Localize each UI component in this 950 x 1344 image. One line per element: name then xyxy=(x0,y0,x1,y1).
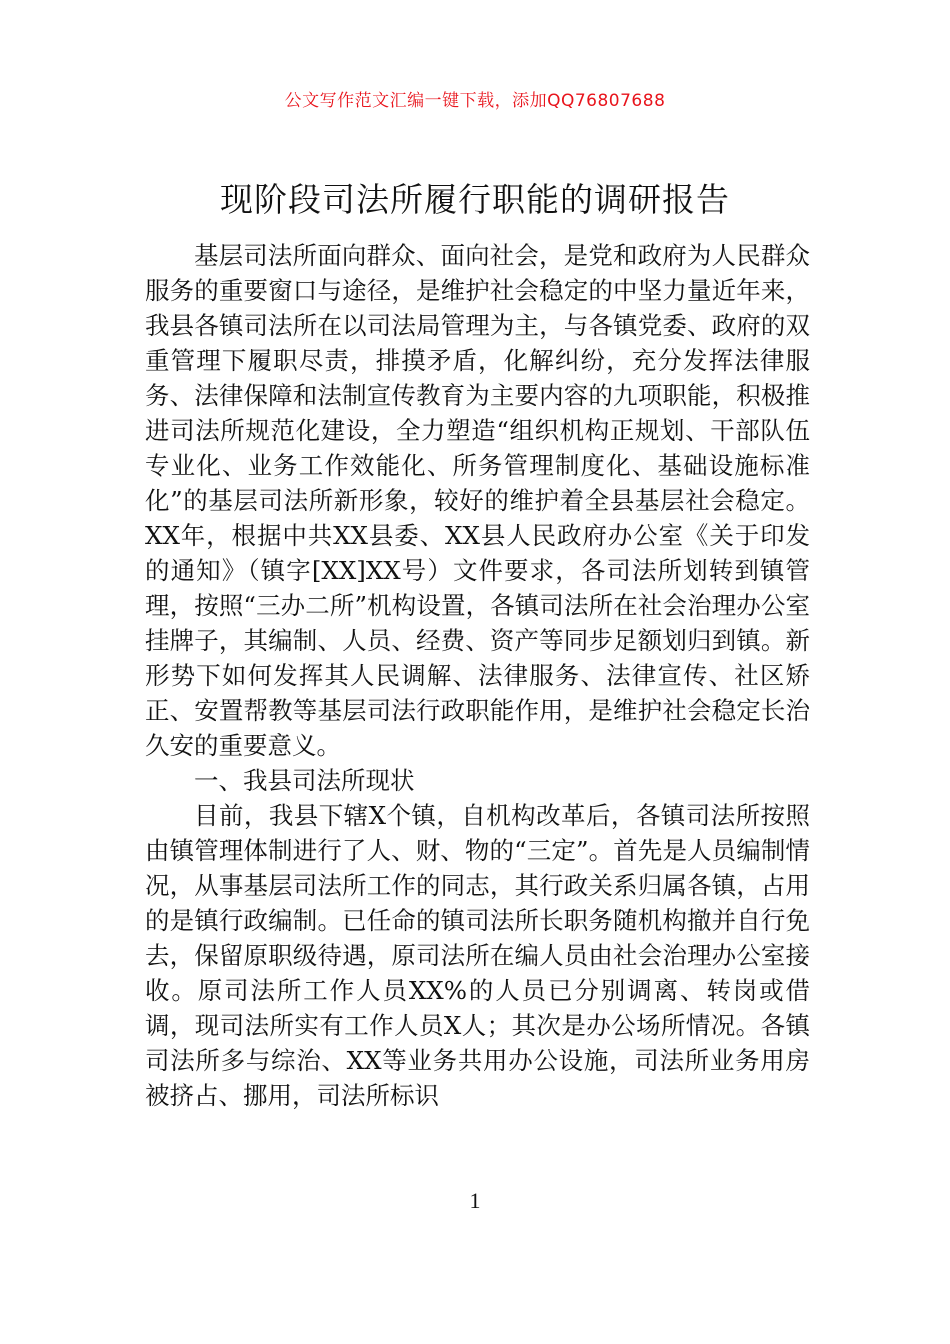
download-notice: 公文写作范文汇编一键下载，添加QQ76807688 xyxy=(284,91,666,111)
section-paragraph: 目前，我县下辖X个镇，自机构改革后，各镇司法所按照由镇管理体制进行了人、财、物的“三定”。首先是人员编制情况，从事基层司法所工作的同志，其行政关系归属各镇，占用的是镇行政编制。已任命的镇司法所长职务随机构撤并自行免去，保留原职级待遇，原司法所在编人员由社会治理办公室接收。原司法所工作人员XX%的人员已分别调离、转岗或借调，现司法所实有工作人员X人；其次是办公场所情况。各镇司法所多与综治、XX等业务共用办公设施，司法所业务用房被挤占、挪用，司法所标识 xyxy=(145,801,810,1110)
page-number: 1 xyxy=(469,1188,481,1213)
document-body xyxy=(145,238,810,1113)
section-heading: 一、我县司法所现状 xyxy=(194,766,415,795)
intro-paragraph: 基层司法所面向群众、面向社会，是党和政府为人民群众服务的重要窗口与途径，是维护社会稳定的中坚力量近年来，我县各镇司法所在以司法局管理为主，与各镇党委、政府的双重管理下履职尽责，排摸矛盾，化解纠纷，充分发挥法律服务、法律保障和法制宣传教育为主要内容的九项职能，积极推进司法所规范化建设，全力塑造“组织机构正规划、干部队伍专业化、业务工作效能化、所务管理制度化、基础设施标准化”的基层司法所新形象，较好的维护着全县基层社会稳定。XX年，根据中共XX县委、XX县人民政府办公室《关于印发的通知》（镇字[XX]XX号）文件要求，各司法所划转到镇管理，按照“三办二所”机构设置，各镇司法所在社会治理办公室挂牌子，其编制、人员、经费、资产等同步足额划归到镇。新形势下如何发挥其人民调解、法律服务、法律宣传、社区矫正、安置帮教等基层司法行政职能作用，是维护社会稳定长治久安的重要意义。 xyxy=(145,241,810,760)
document-title: 现阶段司法所履行职能的调研报告 xyxy=(220,180,730,219)
